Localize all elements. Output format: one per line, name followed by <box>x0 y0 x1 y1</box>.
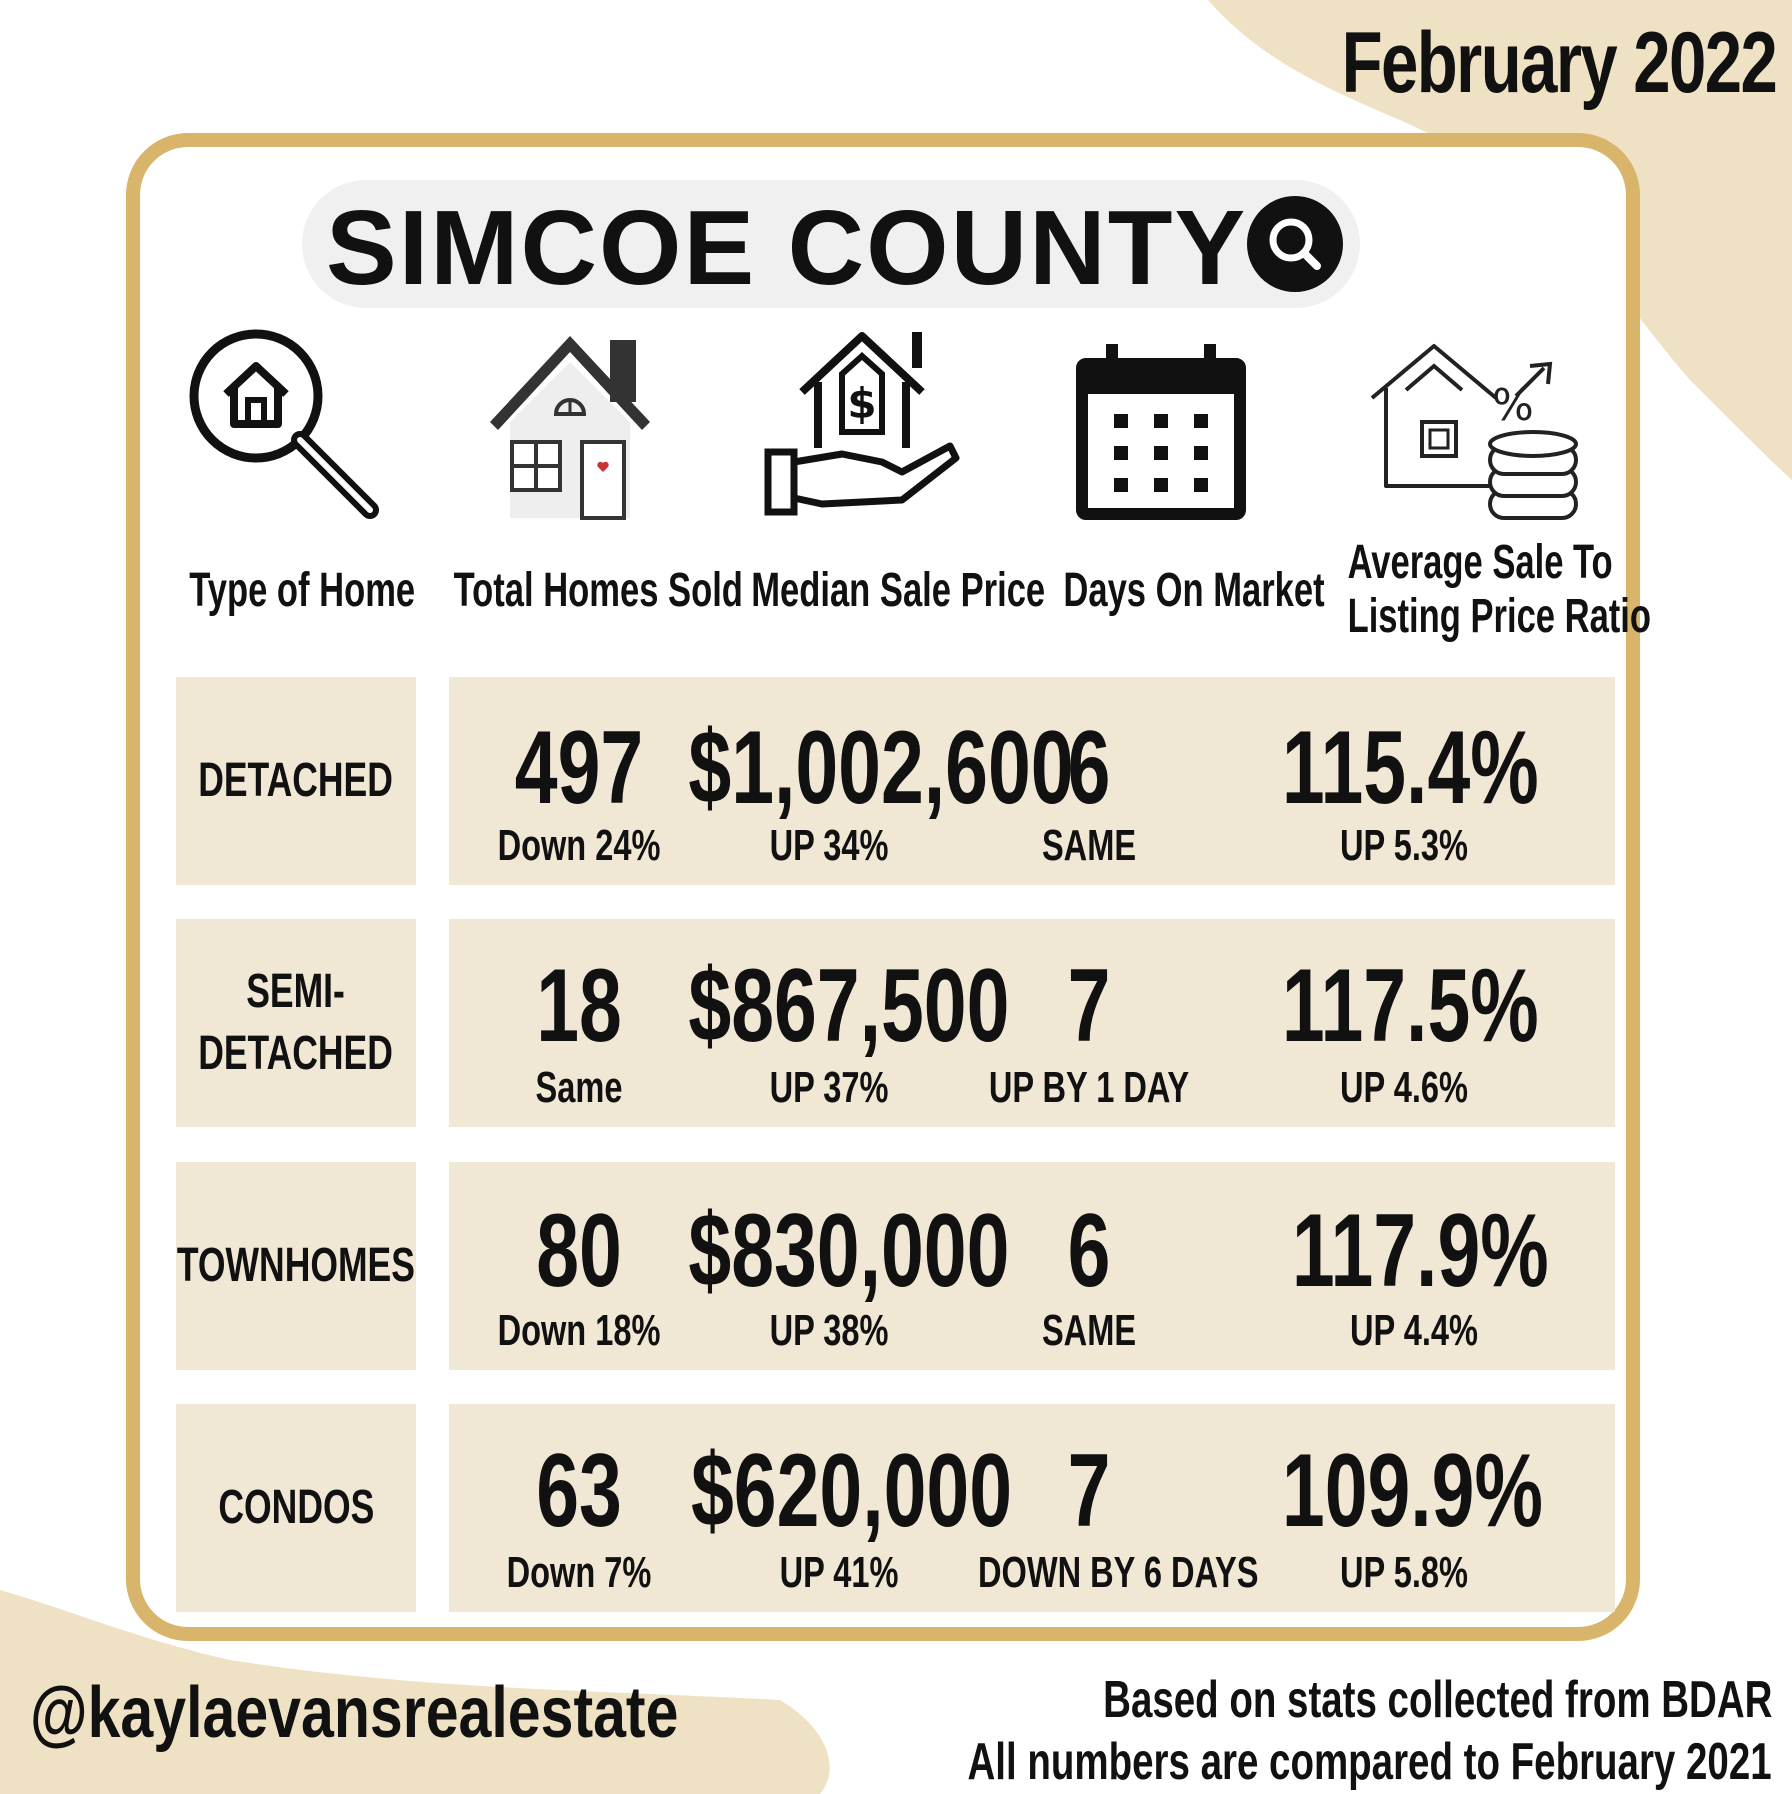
ratio-change: UP 5.8% <box>1340 1548 1468 1597</box>
row-type-line2: DETACHED <box>198 1027 394 1080</box>
house-magnifier-icon <box>180 320 380 520</box>
homes-sold-change: Down 24% <box>497 821 661 870</box>
days-on-market-change: SAME <box>1041 821 1137 870</box>
days-on-market-value: 7 <box>1067 948 1111 1064</box>
row-label-semi-detached <box>176 919 416 1127</box>
table-row <box>449 1404 1615 1612</box>
header-ratio-line2: Listing Price Ratio <box>1347 590 1652 643</box>
table-row <box>449 919 1615 1127</box>
homes-sold-change: Down 18% <box>497 1306 661 1355</box>
ratio-value: 115.4% <box>1281 710 1539 826</box>
ratio-value: 109.9% <box>1281 1433 1543 1549</box>
row-label-townhomes <box>176 1162 416 1370</box>
homes-sold-value: 18 <box>536 948 622 1064</box>
report-date: February 2022 <box>1341 15 1776 111</box>
homes-sold-value: 497 <box>514 710 644 826</box>
header-type-of-home: Type of Home <box>189 564 416 617</box>
header-median-sale-price: Median Sale Price <box>751 564 1046 617</box>
footnote-source: Based on stats collected from BDAR <box>1102 1671 1772 1729</box>
homes-sold-value: 80 <box>536 1193 622 1309</box>
row-type: CONDOS <box>218 1481 374 1534</box>
median-price-change: UP 38% <box>769 1306 889 1355</box>
svg-text:%: % <box>1492 380 1534 431</box>
row-type-line1: SEMI- <box>246 965 346 1018</box>
days-on-market-change: SAME <box>1041 1306 1137 1355</box>
days-on-market-change: DOWN BY 6 DAYS <box>978 1548 1259 1597</box>
house-icon <box>470 322 670 522</box>
ratio-value: 117.5% <box>1281 948 1539 1064</box>
median-price-value: $867,500 <box>688 948 1010 1064</box>
ratio-change: UP 5.3% <box>1340 821 1468 870</box>
header-days-on-market: Days On Market <box>1063 564 1325 617</box>
ratio-change: UP 4.6% <box>1340 1063 1468 1112</box>
header-ratio-line1: Average Sale To <box>1347 536 1613 589</box>
row-type: DETACHED <box>198 754 394 807</box>
days-on-market-value: 6 <box>1067 710 1111 826</box>
homes-sold-value: 63 <box>536 1433 622 1549</box>
hand-house-dollar-icon <box>762 322 962 522</box>
page-title: SIMCOE COUNTY <box>326 189 1248 307</box>
days-on-market-change: UP BY 1 DAY <box>988 1063 1190 1112</box>
calendar-icon <box>1076 344 1246 520</box>
median-price-value: $1,002,600 <box>688 710 1074 826</box>
days-on-market-value: 7 <box>1067 1433 1111 1549</box>
median-price-value: $830,000 <box>688 1193 1010 1309</box>
ratio-value: 117.9% <box>1291 1193 1549 1309</box>
row-label-condos <box>176 1404 416 1612</box>
row-label-detached <box>176 677 416 885</box>
days-on-market-value: 6 <box>1067 1193 1111 1309</box>
header-total-homes-sold: Total Homes Sold <box>453 564 743 617</box>
footnote-comparison: All numbers are compared to February 2021 <box>967 1733 1772 1791</box>
median-price-change: UP 34% <box>769 821 889 870</box>
median-price-change: UP 41% <box>779 1548 899 1597</box>
table-row <box>449 1162 1615 1370</box>
svg-text:$: $ <box>847 379 877 428</box>
search-icon <box>1247 196 1343 292</box>
ratio-change: UP 4.4% <box>1350 1306 1478 1355</box>
median-price-value: $620,000 <box>691 1433 1012 1549</box>
table-row <box>449 677 1615 885</box>
median-price-change: UP 37% <box>769 1063 889 1112</box>
homes-sold-change: Down 7% <box>506 1548 652 1597</box>
row-type: TOWNHOMES <box>176 1239 416 1292</box>
house-percent-coins-icon <box>1366 340 1586 530</box>
homes-sold-change: Same <box>535 1063 623 1112</box>
social-handle: @kaylaevansrealestate <box>30 1673 679 1753</box>
